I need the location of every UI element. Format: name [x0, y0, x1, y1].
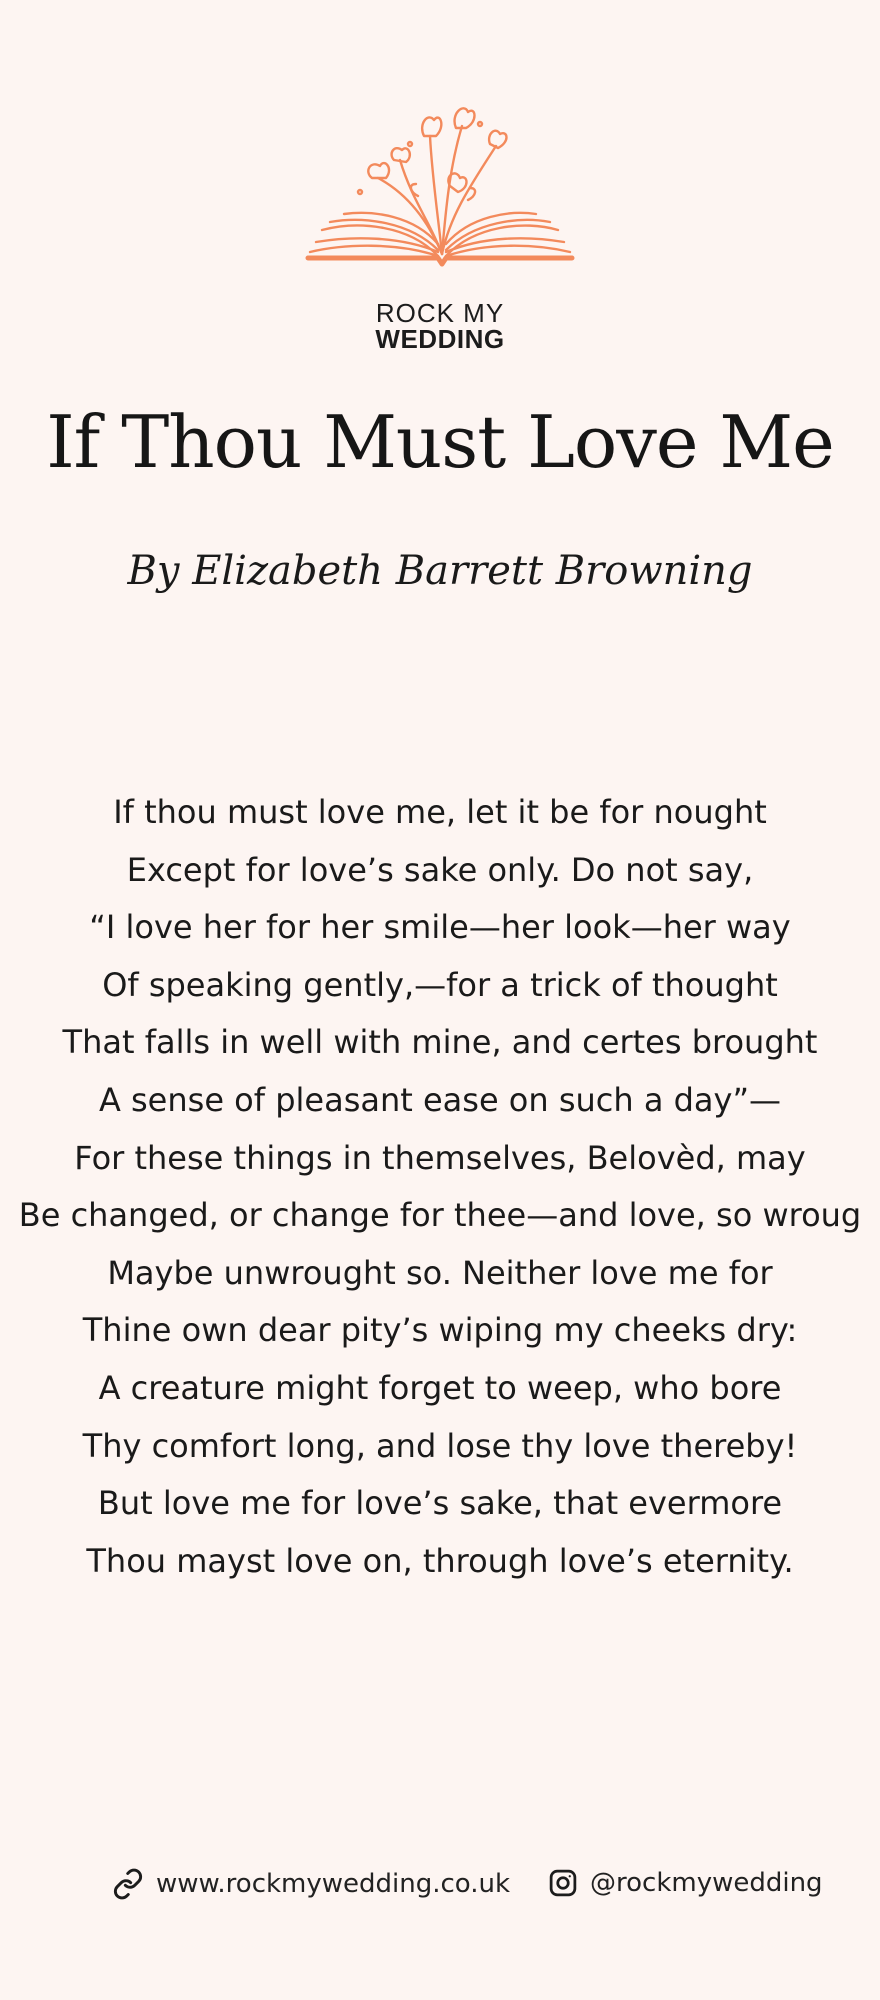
- poem-line: “I love her for her smile—her look—her way: [89, 908, 791, 947]
- footer: [0, 1864, 880, 1908]
- poem-line: Except for love’s sake only. Do not say,: [126, 850, 754, 889]
- poem-line: Of speaking gently,—for a trick of thought: [102, 965, 778, 1004]
- poem-body: [0, 784, 880, 1590]
- open-book-flowers-icon: [300, 96, 580, 272]
- poem-title: If Thou Must Love Me: [46, 400, 834, 484]
- poem-line: Thou mayst love on, through love’s eternity.: [86, 1541, 794, 1580]
- brand-logo: [0, 96, 880, 272]
- poem-line: For these things in themselves, Belovèd, may: [74, 1138, 806, 1177]
- brand-line-1: ROCK MY: [375, 298, 505, 328]
- instagram-link[interactable]: [548, 1868, 823, 1898]
- instagram-handle: @rockmywedding: [590, 1868, 823, 1898]
- instagram-icon: [548, 1868, 578, 1898]
- link-icon: [112, 1868, 144, 1900]
- website-link[interactable]: [112, 1868, 510, 1900]
- poem-line: Be changed, or change for thee—and love, so wroug: [18, 1196, 862, 1235]
- poem-author: By Elizabeth Barrett Browning: [127, 548, 753, 594]
- brand-line-2: WEDDING: [375, 324, 505, 354]
- poem-line: That falls in well with mine, and certes brought: [62, 1023, 818, 1062]
- poem-line: Maybe unwrought so. Neither love me for: [107, 1253, 773, 1292]
- poem-line: Thine own dear pity’s wiping my cheeks dry:: [82, 1311, 798, 1350]
- brand-wordmark: [0, 300, 880, 352]
- poem-line: But love me for love’s sake, that evermore: [97, 1484, 783, 1523]
- poem-line: A sense of pleasant ease on such a day”—: [98, 1080, 782, 1119]
- poem-line: If thou must love me, let it be for nought: [113, 793, 767, 831]
- poem-line: A creature might forget to weep, who bore: [98, 1368, 782, 1407]
- poem-line: Thy comfort long, and lose thy love thereby!: [82, 1426, 798, 1465]
- website-text: www.rockmywedding.co.uk: [156, 1869, 511, 1899]
